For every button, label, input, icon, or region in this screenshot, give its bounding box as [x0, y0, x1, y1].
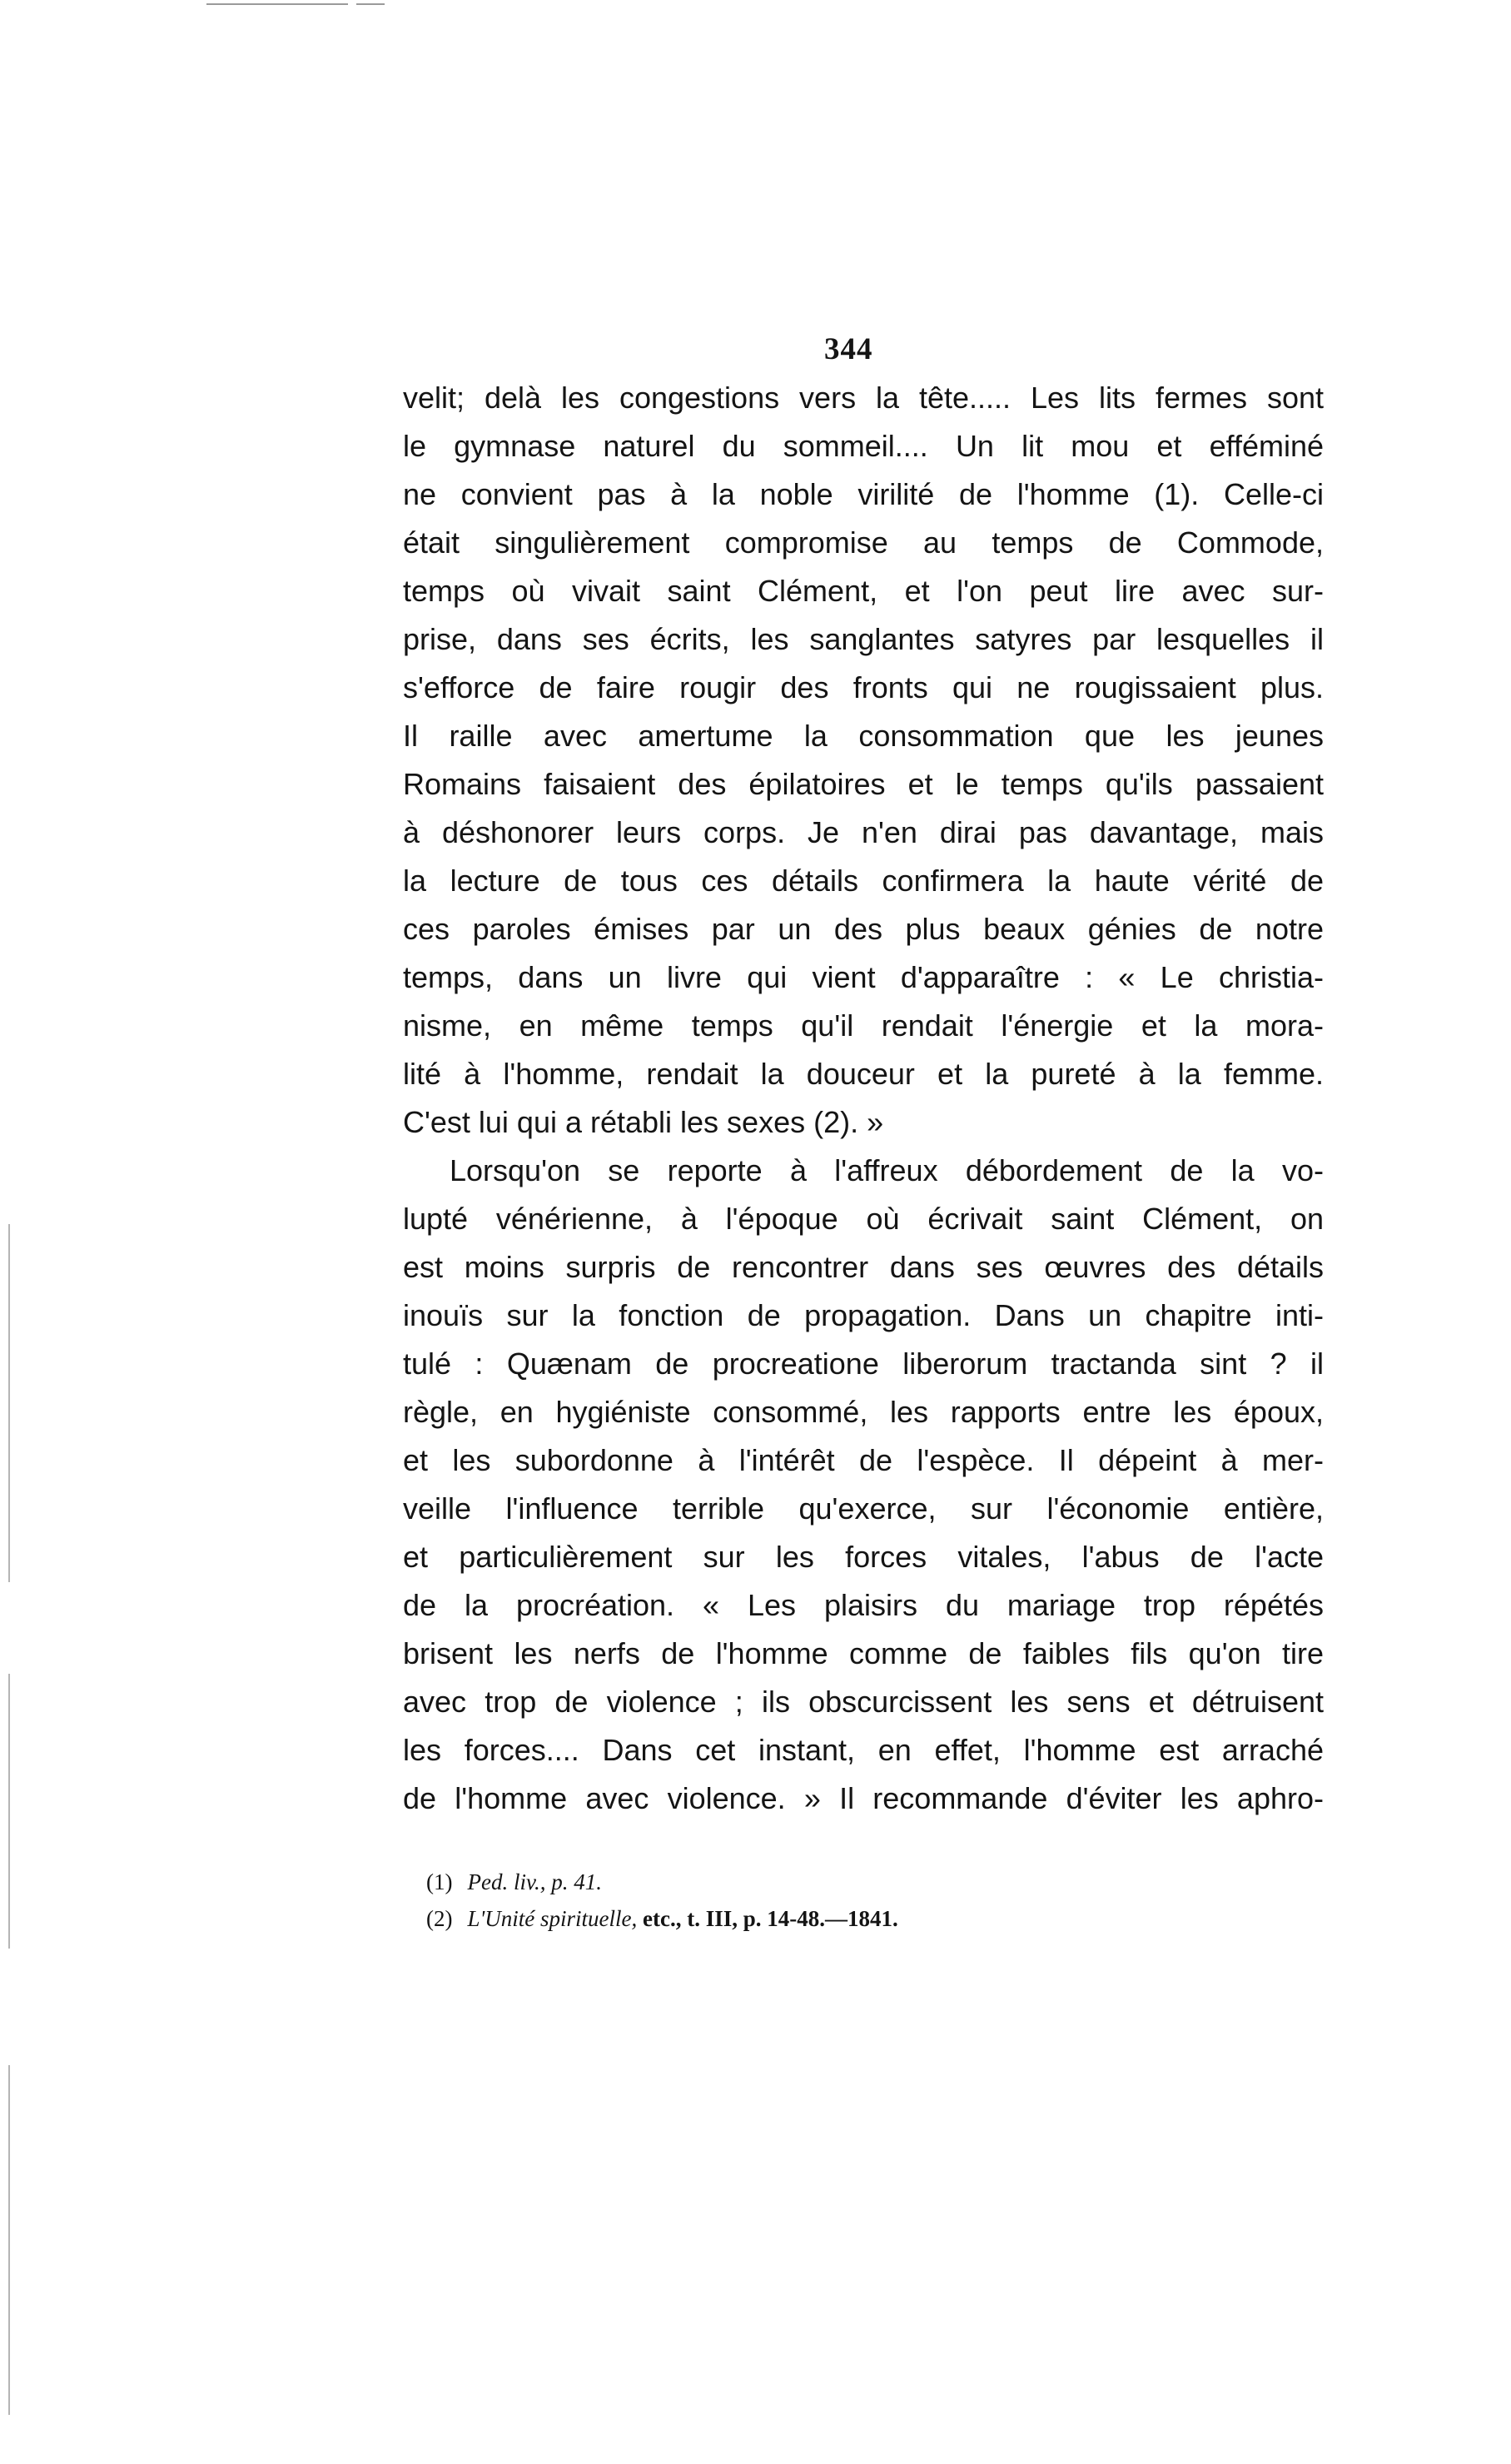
text-line: était singulièrement compromise au temps de Commode, [403, 525, 1324, 560]
text-line: ces paroles émises par un des plus beaux génies de notre [403, 912, 1324, 946]
text-line: tulé : Quænam de procreatione liberorum tractanda sint ? il [403, 1346, 1324, 1381]
text-line: prise, dans ses écrits, les sanglantes satyres par lesquelles il [403, 622, 1324, 656]
text-line: est moins surpris de rencontrer dans ses œuvres des détails [403, 1250, 1324, 1284]
text-line: Il raille avec amertume la consommation que les jeunes [403, 719, 1324, 753]
text-line: règle, en hygiéniste consommé, les rapports entre les époux, [403, 1395, 1324, 1429]
text-line: inouïs sur la fonction de propagation. Dans un chapitre inti- [403, 1298, 1324, 1332]
text-line: lité à l'homme, rendait la douceur et la pureté à la femme. [403, 1057, 1324, 1091]
text-line: Lorsqu'on se reporte à l'affreux débordement de la vo- [450, 1153, 1324, 1187]
text-line: les forces.... Dans cet instant, en effet, l'homme est arraché [403, 1733, 1324, 1767]
text-line: le gymnase naturel du sommeil.... Un lit mou et efféminé [403, 429, 1324, 463]
text-line: de la procréation. « Les plaisirs du mariage trop répétés [403, 1588, 1324, 1622]
text-line: ne convient pas à la noble virilité de l'homme (1). Celle-ci [403, 477, 1324, 511]
text-line: et particulièrement sur les forces vitales, l'abus de l'acte [403, 1540, 1324, 1574]
footnotes [426, 1864, 1175, 1937]
text-line: de l'homme avec violence. » Il recommande d'éviter les aphro- [403, 1781, 1324, 1815]
text-line: temps où vivait saint Clément, et l'on peut lire avec sur- [403, 574, 1324, 608]
text-line: velit; delà les congestions vers la tête..... Les lits fermes sont [403, 381, 1324, 415]
scan-left-edge-mark [8, 1224, 10, 1582]
text-line: à déshonorer leurs corps. Je n'en dirai pas davantage, mais [403, 815, 1324, 849]
footnote-marker: (2) [426, 1906, 453, 1931]
text-line: lupté vénérienne, à l'époque où écrivait saint Clément, on [403, 1202, 1324, 1236]
text-line: brisent les nerfs de l'homme comme de faibles fils qu'on tire [403, 1636, 1324, 1670]
scan-top-rule [206, 3, 348, 5]
text-line: C'est lui qui a rétabli les sexes (2). » [403, 1105, 884, 1139]
text-line: veille l'influence terrible qu'exerce, sur l'économie entière, [403, 1491, 1324, 1526]
text-line: Romains faisaient des épilatoires et le temps qu'ils passaient [403, 767, 1324, 801]
footnote-details: etc., t. III, p. 14-48.—1841. [643, 1906, 898, 1931]
body-text [403, 374, 1324, 1823]
footnote-2 [426, 1900, 1175, 1937]
scan-left-edge-mark [8, 1674, 10, 1949]
text-line: nisme, en même temps qu'il rendait l'énergie et la mora- [403, 1008, 1324, 1043]
text-line: temps, dans un livre qui vient d'apparaître : « Le christia- [403, 960, 1324, 994]
text-line: la lecture de tous ces détails confirmera la haute vérité de [403, 864, 1324, 898]
text-line: et les subordonne à l'intérêt de l'espèce. Il dépeint à mer- [403, 1443, 1324, 1477]
footnote-marker: (1) [426, 1869, 453, 1894]
text-line: s'efforce de faire rougir des fronts qui ne rougissaient plus. [403, 670, 1324, 704]
page-number: 344 [824, 332, 873, 366]
footnote-source: Ped. liv., p. 41. [467, 1869, 602, 1894]
scan-top-rule-fragment [356, 3, 385, 5]
text-line: avec trop de violence ; ils obscurcissent les sens et détruisent [403, 1685, 1324, 1719]
scan-left-edge-mark [8, 2065, 10, 2415]
footnote-work-title: L'Unité spirituelle, [467, 1906, 638, 1931]
footnote-1 [426, 1864, 1175, 1900]
